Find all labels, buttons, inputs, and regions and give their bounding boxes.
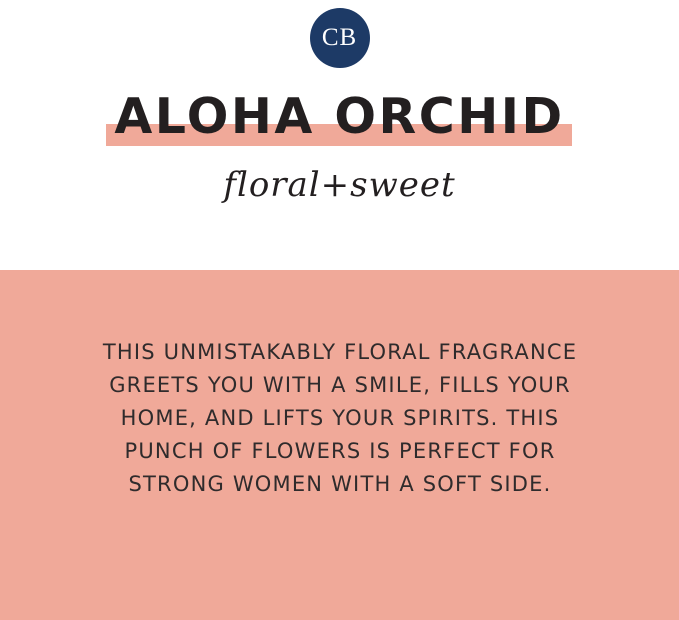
product-description: THIS UNMISTAKABLY FLORAL FRAGRANCE GREETS YOU WITH A SMILE, FILLS YOUR HOME, AND LIFTS YOUR SPIRITS. THIS PUNCH OF FLOWERS IS PERFECT FOR STRONG WOMEN WITH A SOFT SIDE.	[102, 340, 578, 496]
product-subtitle: floral+sweet	[223, 165, 456, 205]
header-section	[0, 0, 679, 270]
brand-logo-badge	[310, 8, 370, 68]
page-title: ALOHA ORCHID	[114, 88, 565, 145]
brand-logo-initials: CB	[321, 24, 358, 51]
description-section	[0, 270, 679, 620]
product-title-block	[0, 88, 679, 152]
